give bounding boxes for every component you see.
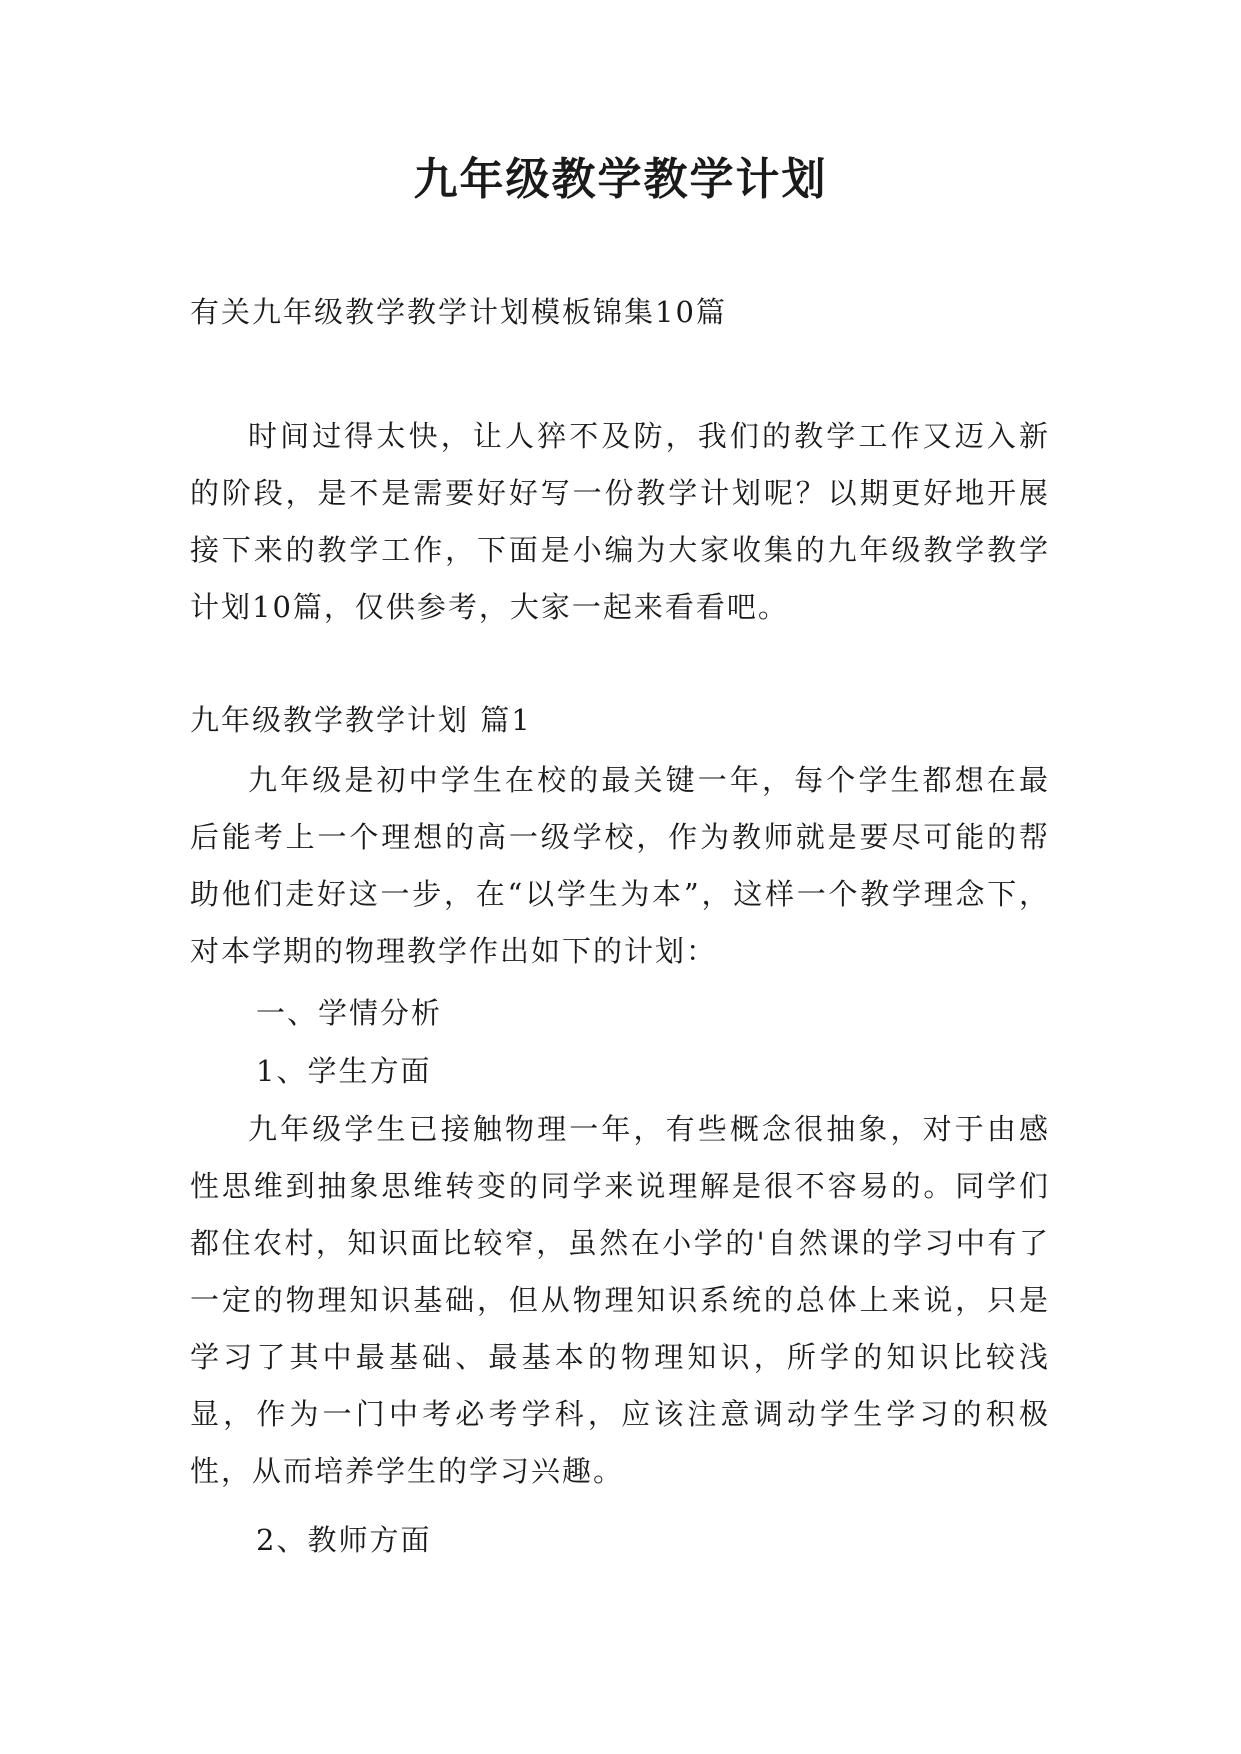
- heading-analysis: 一、学情分析: [256, 996, 443, 1030]
- section-paragraph-1: 九年级是初中学生在校的最关键一年，每个学生都想在最后能考上一个理想的高一级学校，作为教师就是要尽可能的帮助他们走好这一步，在“以学生为本”，这样一个教学理念下，对本学期的物理教学作出如下的计划：: [190, 763, 1050, 968]
- section-heading: 九年级教学教学计划 篇1: [190, 703, 532, 737]
- section-paragraph-2: 九年级学生已接触物理一年，有些概念很抽象，对于由感性思维到抽象思维转变的同学来说理解是很不容易的。同学们都住农村，知识面比较窄，虽然在小学的'自然课的学习中有了一定的物理知识基础，但从物理知识系统的总体上来说，只是学习了其中最基础、最基本的物理知识，所学的知识比较浅显，作为一门中考必考学科，应该注意调动学生学习的积极性，从而培养学生的学习兴趣。: [190, 1112, 1050, 1488]
- document-subtitle: 有关九年级教学教学计划模板锦集10篇: [190, 295, 727, 329]
- intro-paragraph: 时间过得太快，让人猝不及防，我们的教学工作又迈入新的阶段，是不是需要好好写一份教学计划呢？以期更好地开展接下来的教学工作，下面是小编为大家收集的九年级教学教学计划10篇，仅供参考，大家一起来看看吧。: [190, 419, 1050, 624]
- heading-students: 1、学生方面: [256, 1054, 432, 1088]
- heading-teacher: 2、教师方面: [256, 1523, 432, 1557]
- document-title: 九年级教学教学计划: [413, 154, 828, 205]
